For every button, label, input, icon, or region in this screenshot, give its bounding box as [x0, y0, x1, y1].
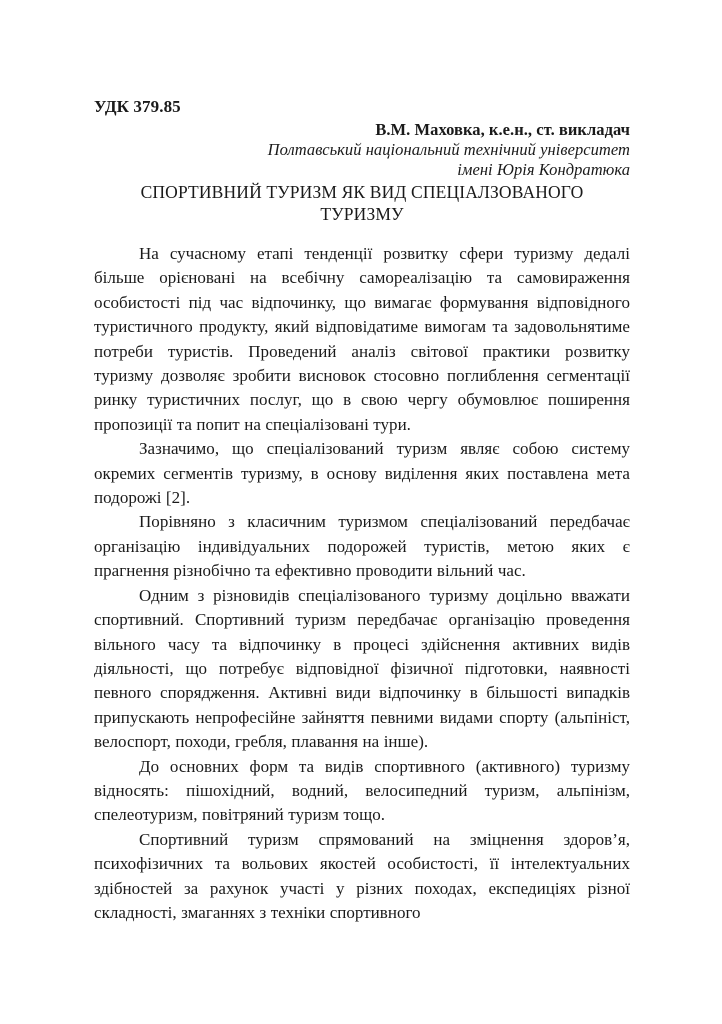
affiliation-line-2: імені Юрія Кондратюка — [457, 160, 630, 179]
body-paragraph: Одним з різновидів спеціалізованого туризму доцільно вважати спортивний. Спортивний туризм передбачає організацію проведення вільного часу та відпочинку в процесі здійснення активних видів діяльності, що потребує відповідної фізичної підготовки, наявності певного спорядження. Активні види відпочинку в більшості випадків припускають непрофесійне зайняття певними видами спорту (альпініст, велоспорт, походи, гребля, плавання на інше). — [94, 585, 630, 752]
page-title-line-1: СПОРТИВНИЙ ТУРИЗМ ЯК ВИД СПЕЦІАЛЗОВАНОГО — [140, 182, 584, 202]
page-content — [94, 97, 630, 925]
page-title-line-2: ТУРИЗМУ — [320, 204, 404, 224]
udk-classification-code: УДК 379.85 — [94, 97, 181, 116]
affiliation-line-1: Полтавський національний технічний університет — [267, 140, 630, 159]
author-line: В.М. Маховка, к.е.н., ст. викладач — [375, 120, 630, 139]
body-paragraph: Зазначимо, що спеціалізований туризм являє собою систему окремих сегментів туризму, в основу виділення яких поставлена мета подорожі [2]. — [94, 439, 630, 508]
page-title — [94, 181, 630, 225]
body-paragraph: Спортивний туризм спрямований на зміцнення здоров’я, психофізичних та вольових якостей особистості, її інтелектуальних здібностей за рахунок участі у різних походах, експедиціях різної складності, змаганнях з техніки спортивного — [94, 829, 630, 922]
body-paragraph: На сучасному етапі тенденції розвитку сфери туризму дедалі більше орієновані на всебічну самореалізацію та самовираження особистості під час відпочинку, що вимагає формування відповідного туристичного продукту, який відповідатиме вимогам та задовольнятиме потреби туристів. Проведений аналіз світової практики розвитку туризму дозволяє зробити висновок стосовно поглиблення сегментації ринку туристичних послуг, що в свою чергу обумовлює поширення пропозиції та попит на спеціалізовані тури. — [94, 244, 630, 434]
body-paragraph: Порівняно з класичним туризмом спеціалізований передбачає організацію індивідуальних подорожей туристів, метою яких є прагнення різнобічно та ефективно проводити вільний час. — [94, 512, 630, 581]
body-text — [94, 242, 630, 925]
body-paragraph: До основних форм та видів спортивного (активного) туризму відносять: пішохідний, водний, велосипедний туризм, альпінізм, спелеотуризм, повітряний туризм тощо. — [94, 756, 630, 825]
